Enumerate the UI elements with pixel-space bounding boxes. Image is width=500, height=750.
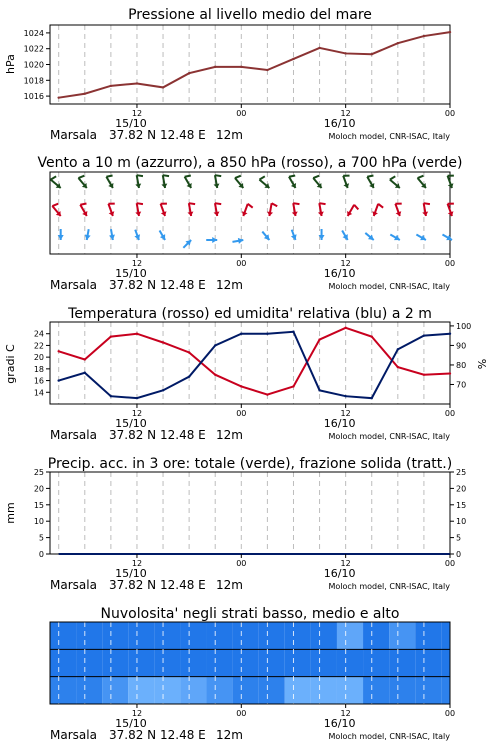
temperature-line-point	[214, 374, 216, 376]
cloud-cell-basso	[102, 677, 128, 704]
cloud-cell-basso	[128, 677, 154, 704]
location-name: Marsala	[50, 278, 97, 292]
pressure-line-point	[110, 85, 112, 87]
wind-barb-850hpa	[52, 204, 60, 216]
x-tick-label: 12	[131, 559, 143, 568]
x-tick-label: 12	[131, 109, 143, 118]
plot-frame	[50, 25, 450, 104]
wind-barb-10m	[291, 230, 297, 240]
cloud-panel	[50, 606, 450, 704]
wind-barb-10m	[416, 235, 426, 241]
location-elev: 12m	[216, 728, 243, 742]
cloud-cell-basso	[337, 677, 363, 704]
cloud-title: Nuvolosita' negli strati basso, medio e alto	[100, 606, 400, 622]
wind-barb-850hpa	[292, 203, 300, 216]
temperature-line-point	[240, 385, 242, 387]
y-tick-label: 1024	[23, 28, 44, 38]
location-lon: 12.48 E	[160, 278, 206, 292]
temperature-line-point	[397, 366, 399, 368]
barb-feather	[272, 203, 278, 206]
cloud-cell-alto	[128, 622, 154, 649]
y-tick-label: 24	[33, 329, 44, 339]
x-tick-label: 00	[236, 709, 247, 718]
humidity-line-point	[188, 375, 190, 377]
model-credit: Moloch model, CNR-ISAC, Italy	[328, 282, 450, 291]
temperature-line-point	[318, 338, 320, 340]
cloud-cell-medio	[207, 649, 233, 676]
cloud-cell-alto	[259, 622, 285, 649]
barb-head	[161, 184, 167, 188]
location-lat: 37.82 N	[109, 428, 157, 442]
pressure-line-point	[266, 69, 268, 71]
cloud-cell-medio	[285, 649, 311, 676]
barb-feather	[163, 175, 169, 176]
wind-barb-700hpa	[78, 176, 86, 188]
model-credit: Moloch model, CNR-ISAC, Italy	[328, 132, 450, 141]
cloud-cell-basso	[441, 677, 450, 704]
precip-panel	[4, 456, 466, 559]
cloud-cell-alto	[311, 622, 337, 649]
y-tick-label: 20	[33, 484, 44, 494]
location-elev: 12m	[216, 128, 243, 142]
barb-feather	[189, 203, 195, 204]
location-elev: 12m	[216, 428, 243, 442]
y-tick-label-right: 80	[456, 360, 467, 370]
x-tick-label: 12	[340, 259, 351, 268]
wind-barb-850hpa	[108, 204, 114, 216]
cloud-cell-alto	[441, 622, 450, 649]
date-label: 16/10	[323, 267, 356, 280]
x-tick-label: 12	[340, 109, 351, 118]
wind-barb-850hpa	[242, 204, 253, 216]
temperature-line-point	[449, 372, 451, 374]
precip-title: Precip. acc. in 3 ore: totale (verde), frazione solida (tratt.)	[47, 456, 453, 472]
x-tick-label: 00	[444, 109, 456, 118]
wind-barb-850hpa	[135, 203, 143, 216]
wind-barb-700hpa	[235, 176, 243, 188]
y-tick-label: 1018	[23, 76, 44, 86]
cloud-cell-alto	[154, 622, 180, 649]
cloud-cell-alto	[207, 622, 233, 649]
pressure-line-point	[57, 96, 59, 98]
humidity-line-point	[397, 348, 399, 350]
cloud-cell-alto	[102, 622, 128, 649]
pressure-panel	[4, 7, 451, 104]
wind-barb-700hpa	[259, 176, 269, 188]
location-lon: 12.48 E	[160, 128, 206, 142]
barb-feather	[78, 176, 84, 178]
pressure-line-point	[292, 58, 294, 60]
wind-barb-10m	[134, 230, 140, 240]
wind-barb-700hpa	[289, 175, 296, 188]
barb-feather	[106, 175, 112, 176]
pressure-title: Pressione al livello medio del mare	[128, 7, 372, 23]
pressure-line-point	[162, 86, 164, 88]
y-tick-label: 20	[33, 353, 44, 363]
cloud-cell-medio	[180, 649, 206, 676]
humidity-line-point	[344, 395, 346, 397]
cloud-cell-medio	[233, 649, 259, 676]
x-tick-label: 12	[340, 709, 351, 718]
wind-barb-850hpa	[422, 203, 430, 216]
cloud-cell-basso	[285, 677, 311, 704]
barb-feather	[215, 175, 221, 176]
humidity-line-point	[318, 389, 320, 391]
cloud-cell-basso	[363, 677, 389, 704]
plot-frame	[50, 472, 450, 554]
temperature-line-point	[344, 327, 346, 329]
wind-barb-700hpa	[185, 175, 192, 188]
x-tick-label: 12	[131, 709, 143, 718]
barb-feather	[235, 176, 241, 178]
location-name: Marsala	[50, 428, 97, 442]
barb-feather	[52, 204, 58, 206]
barb-head	[187, 212, 193, 216]
barb-feather	[313, 176, 319, 178]
barb-feather	[293, 203, 299, 204]
y-tick-label: 22	[33, 341, 44, 351]
y-tick-label: 18	[33, 364, 44, 374]
pressure-line-point	[344, 52, 346, 54]
barb-head	[422, 212, 428, 216]
date-label: 16/10	[323, 117, 356, 130]
y-tick-label-right: 20	[456, 484, 467, 494]
wind-barb-10m	[183, 240, 191, 248]
cloud-cell-basso	[415, 677, 441, 704]
humidity-line	[59, 332, 450, 398]
cloud-cell-medio	[102, 649, 128, 676]
cloud-cell-alto	[389, 622, 415, 649]
temperature-line-point	[162, 341, 164, 343]
x-tick-label: 00	[444, 259, 456, 268]
temperature-line-point	[136, 333, 138, 335]
cloud-cell-basso	[76, 677, 102, 704]
wind-barb-10m	[442, 235, 452, 241]
wind-barb-700hpa	[214, 175, 222, 188]
cloud-cell-alto	[285, 622, 311, 649]
barb-feather	[390, 176, 395, 179]
pressure-line-point	[371, 53, 373, 55]
location-lon: 12.48 E	[160, 428, 206, 442]
wind-barb-10m	[109, 229, 115, 240]
pressure-line-point	[214, 66, 216, 68]
barb-feather	[215, 203, 221, 204]
date-label: 16/10	[323, 717, 356, 730]
wind-barb-700hpa	[418, 176, 426, 188]
location-lat: 37.82 N	[109, 128, 157, 142]
wind-barb-850hpa	[214, 203, 222, 216]
y-tick-label-right: 25	[456, 468, 467, 477]
x-tick-label: 12	[340, 559, 351, 568]
y-tick-label: 16	[33, 376, 44, 386]
wind-barb-700hpa	[448, 176, 454, 188]
barb-head	[292, 212, 298, 216]
barb-feather	[319, 203, 325, 204]
humidity-line-point	[136, 397, 138, 399]
x-tick-label: 00	[444, 409, 456, 418]
date-label: 15/10	[115, 417, 147, 430]
humidity-line-point	[214, 344, 216, 346]
model-credit: Moloch model, CNR-ISAC, Italy	[328, 732, 450, 741]
barb-head	[214, 184, 220, 188]
humidity-ylabel: %	[476, 358, 489, 370]
y-tick-label: 15	[33, 500, 44, 510]
date-label: 16/10	[323, 417, 356, 430]
location-lon: 12.48 E	[160, 578, 206, 592]
wind-panel	[37, 155, 462, 254]
cloud-cell-medio	[311, 649, 337, 676]
y-tick-label: 1020	[23, 60, 44, 70]
cloud-cell-basso	[180, 677, 206, 704]
barb-feather	[248, 204, 253, 208]
wind-barb-700hpa	[106, 175, 113, 188]
cloud-cell-medio	[154, 649, 180, 676]
y-tick-label: 1022	[23, 44, 44, 54]
x-tick-label: 00	[236, 109, 247, 118]
cloud-cell-medio	[389, 649, 415, 676]
wind-barb-10m	[160, 230, 166, 240]
barb-feather	[259, 176, 264, 179]
cloud-cell-medio	[128, 649, 154, 676]
pressure-line-point	[136, 82, 138, 84]
y-tick-label-right: 10	[456, 517, 467, 527]
cloud-cell-medio	[76, 649, 102, 676]
humidity-line-point	[449, 333, 451, 335]
wind-barb-850hpa	[395, 204, 401, 216]
location-name: Marsala	[50, 578, 97, 592]
model-credit: Moloch model, CNR-ISAC, Italy	[328, 582, 450, 591]
barb-feather	[137, 203, 143, 204]
wind-barb-10m	[262, 232, 269, 240]
barb-feather	[80, 203, 86, 204]
barb-feather	[137, 175, 143, 176]
x-tick-label: 00	[236, 259, 247, 268]
wind-barb-850hpa	[448, 204, 454, 216]
date-label: 15/10	[115, 567, 147, 580]
location-elev: 12m	[216, 278, 243, 292]
wind-title: Vento a 10 m (azzurro), a 850 hPa (rosso), a 700 hPa (verde)	[37, 155, 463, 171]
pressure-line-point	[397, 42, 399, 44]
temperature-line-point	[266, 393, 268, 395]
cloud-cell-basso	[311, 677, 337, 704]
y-tick-label-right: 5	[456, 533, 462, 543]
location-lat: 37.82 N	[109, 278, 157, 292]
humidity-line-point	[57, 379, 59, 381]
y-tick-label-right: 0	[456, 550, 462, 559]
cloud-cell-alto	[76, 622, 102, 649]
wind-barb-850hpa	[318, 203, 326, 216]
y-tick-label-right: 90	[456, 341, 467, 351]
location-lat: 37.82 N	[109, 578, 157, 592]
pressure-line-point	[84, 93, 86, 95]
pressure-line-point	[240, 66, 242, 68]
barb-feather	[51, 176, 56, 179]
humidity-line-point	[292, 331, 294, 333]
y-tick-label: 1016	[23, 92, 44, 102]
pressure-line	[59, 32, 450, 98]
y-tick-label-right: 15	[456, 500, 467, 510]
pressure-line-point	[423, 35, 425, 37]
cloud-cell-alto	[363, 622, 389, 649]
temperature-ylabel: gradi C	[4, 344, 17, 384]
wind-barb-700hpa	[51, 176, 61, 188]
wind-barb-10m	[390, 235, 400, 241]
temperature-title: Temperatura (rosso) ed umidita' relativa (blu) a 2 m	[68, 306, 432, 322]
wind-barb-850hpa	[372, 204, 383, 216]
pressure-ylabel: hPa	[4, 54, 17, 74]
barb-feather	[185, 175, 191, 176]
wind-barb-700hpa	[135, 175, 143, 188]
y-tick-label-right: 100	[456, 321, 472, 331]
cloud-cell-medio	[441, 649, 450, 676]
pressure-xaxis	[50, 104, 455, 142]
humidity-line-point	[371, 397, 373, 399]
barb-feather	[424, 203, 430, 204]
wind-barb-10m	[365, 233, 373, 240]
date-label: 15/10	[115, 717, 147, 730]
wind-barb-700hpa	[367, 175, 374, 188]
x-tick-label: 00	[444, 559, 456, 568]
cloud-cell-basso	[233, 677, 259, 704]
wind-barb-10m	[85, 229, 91, 240]
x-tick-label: 00	[236, 559, 247, 568]
pressure-line-point	[318, 47, 320, 49]
wind-xaxis	[50, 254, 455, 292]
barb-head	[318, 212, 324, 216]
cloud-cell-alto	[337, 622, 363, 649]
precip-xaxis	[50, 554, 455, 592]
cloud-cell-basso	[389, 677, 415, 704]
barb-head	[214, 212, 220, 216]
barb-head	[135, 184, 141, 188]
barb-feather	[354, 205, 358, 210]
y-tick-label: 5	[38, 533, 44, 543]
temperature-line-point	[84, 358, 86, 360]
wind-barb-850hpa	[347, 205, 358, 216]
cloud-cell-basso	[259, 677, 285, 704]
barb-head	[135, 212, 141, 216]
precip-ylabel: mm	[4, 502, 17, 524]
cloud-cell-medio	[363, 649, 389, 676]
barb-feather	[418, 176, 424, 178]
wind-barb-700hpa	[313, 176, 321, 188]
y-tick-label: 14	[33, 388, 44, 398]
x-tick-label: 00	[444, 709, 456, 718]
location-name: Marsala	[50, 728, 97, 742]
wind-barb-850hpa	[161, 204, 167, 216]
temperature-xaxis	[50, 404, 455, 442]
cloud-cell-basso	[50, 677, 76, 704]
cloud-cell-basso	[154, 677, 180, 704]
wind-barb-850hpa	[187, 203, 195, 216]
humidity-line-point	[240, 333, 242, 335]
x-tick-label: 00	[236, 409, 247, 418]
wind-barb-10m	[342, 230, 348, 240]
y-tick-label: 25	[33, 468, 44, 477]
x-tick-label: 12	[131, 409, 143, 418]
temperature-line-point	[188, 351, 190, 353]
wind-barb-850hpa	[80, 203, 87, 216]
wind-barb-850hpa	[267, 203, 277, 216]
cloud-cell-medio	[337, 649, 363, 676]
cloud-cell-alto	[233, 622, 259, 649]
model-credit: Moloch model, CNR-ISAC, Italy	[328, 432, 450, 441]
cloud-cell-medio	[50, 649, 76, 676]
location-elev: 12m	[216, 578, 243, 592]
date-label: 16/10	[323, 567, 356, 580]
cloud-cell-medio	[259, 649, 285, 676]
temperature-line-point	[110, 335, 112, 337]
temperature-panel	[4, 306, 489, 404]
y-tick-label: 0	[38, 550, 44, 559]
temperature-line-point	[423, 374, 425, 376]
humidity-line-point	[84, 372, 86, 374]
date-label: 15/10	[115, 267, 147, 280]
barb-feather	[367, 175, 373, 176]
barb-feather	[378, 204, 383, 208]
pressure-line-point	[188, 72, 190, 74]
temperature-line-point	[292, 385, 294, 387]
humidity-line-point	[110, 395, 112, 397]
barb-feather	[289, 175, 295, 176]
y-tick-label: 10	[33, 517, 44, 527]
wind-barb-700hpa	[161, 175, 169, 188]
temperature-line-point	[371, 335, 373, 337]
date-label: 15/10	[115, 117, 147, 130]
location-lat: 37.82 N	[109, 728, 157, 742]
cloud-xaxis	[50, 704, 455, 742]
y-tick-label-right: 70	[456, 380, 467, 390]
barb-head	[267, 212, 273, 216]
cloud-cell-alto	[415, 622, 441, 649]
x-tick-label: 12	[131, 259, 143, 268]
pressure-line-point	[449, 31, 451, 33]
location-name: Marsala	[50, 128, 97, 142]
wind-barb-700hpa	[390, 176, 400, 188]
temperature-line-point	[57, 350, 59, 352]
cloud-cell-medio	[415, 649, 441, 676]
cloud-cell-alto	[50, 622, 76, 649]
humidity-line-point	[266, 333, 268, 335]
humidity-line-point	[423, 334, 425, 336]
cloud-cell-alto	[180, 622, 206, 649]
wind-barb-700hpa	[343, 176, 349, 188]
cloud-cell-basso	[207, 677, 233, 704]
location-lon: 12.48 E	[160, 728, 206, 742]
humidity-line-point	[162, 389, 164, 391]
x-tick-label: 12	[340, 409, 351, 418]
